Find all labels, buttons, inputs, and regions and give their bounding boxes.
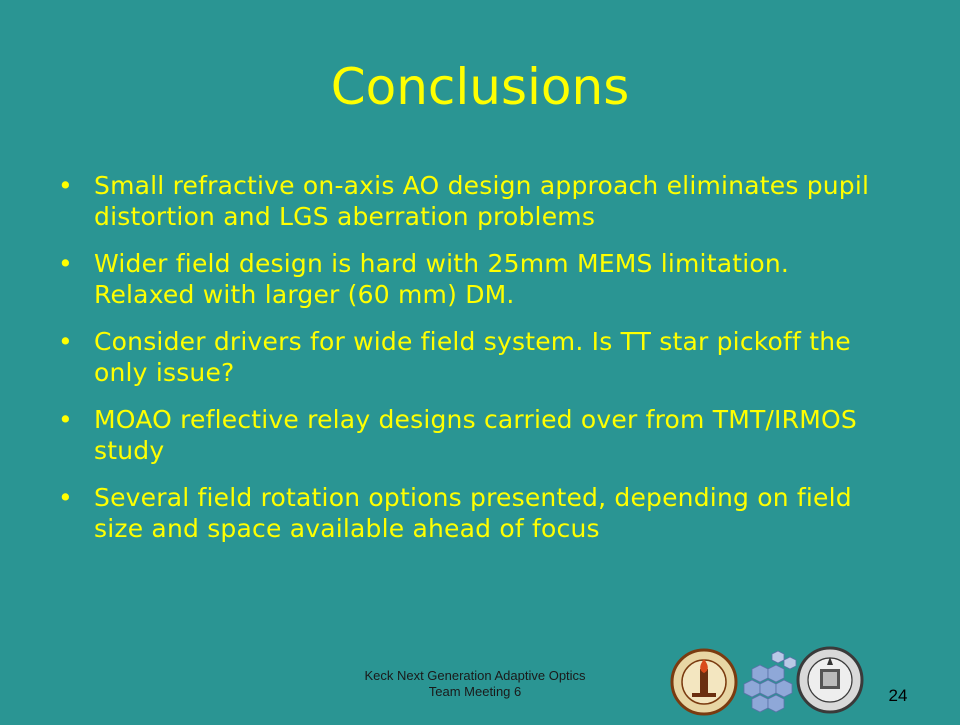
logo-group-graphic bbox=[670, 645, 865, 720]
keck-hexagon-mirror-icon bbox=[744, 651, 796, 712]
footer-line-2: Team Meeting 6 bbox=[428, 684, 522, 699]
caltech-seal-icon bbox=[672, 650, 736, 714]
bullet-text: MOAO reflective relay designs carried over from TMT/IRMOS study bbox=[94, 405, 857, 465]
logo-group bbox=[670, 645, 865, 720]
footer-text bbox=[330, 668, 620, 700]
bullet-marker: • bbox=[58, 327, 73, 356]
bullet-text: Small refractive on-axis AO design approach eliminates pupil distortion and LGS aberration problems bbox=[94, 171, 870, 231]
bullet-marker: • bbox=[58, 483, 73, 512]
bullet-marker: • bbox=[58, 249, 73, 278]
bullet-item bbox=[54, 404, 894, 466]
bullet-marker: • bbox=[58, 171, 73, 200]
bullet-marker: • bbox=[58, 405, 73, 434]
bullet-item bbox=[54, 482, 894, 544]
bullet-item bbox=[54, 326, 894, 388]
slide-title: Conclusions bbox=[330, 58, 630, 116]
bullet-text: Consider drivers for wide field system. Is TT star pickoff the only issue? bbox=[94, 327, 851, 387]
bullet-text: Several field rotation options presented, depending on field size and space available ahead of focus bbox=[94, 483, 852, 543]
bullet-text: Wider field design is hard with 25mm MEMS limitation. Relaxed with larger (60 mm) DM. bbox=[94, 249, 790, 309]
bullet-list bbox=[54, 170, 894, 560]
footer-line-1: Keck Next Generation Adaptive Optics bbox=[364, 668, 586, 683]
uc-seal-icon bbox=[798, 648, 862, 712]
bullet-item bbox=[54, 248, 894, 310]
page-number: 24 bbox=[888, 686, 908, 705]
bullet-item bbox=[54, 170, 894, 232]
